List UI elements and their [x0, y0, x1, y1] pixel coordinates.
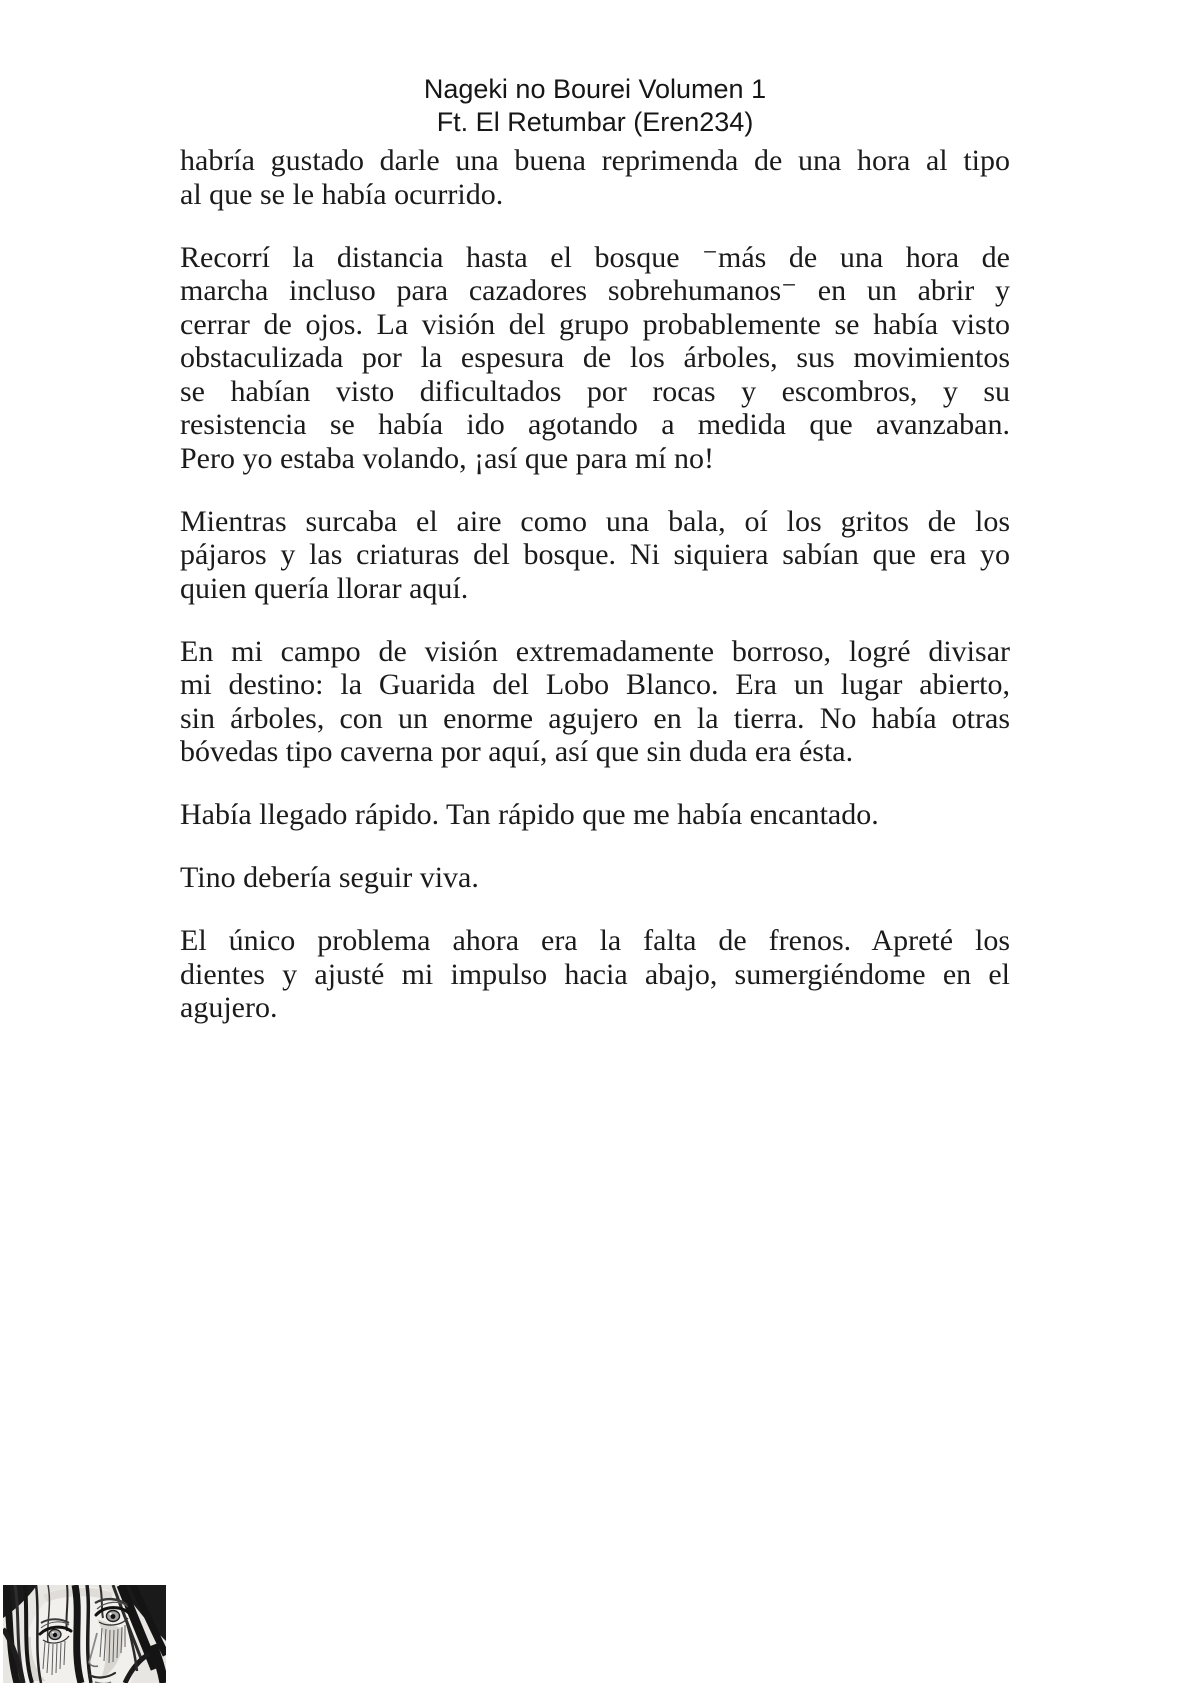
text-line: sin árboles, con un enorme agujero en la tierra. No había otras: [180, 701, 1010, 735]
text-line: Mientras surcaba el aire como una bala, oí los gritos de los: [180, 504, 1010, 538]
text-line: habría gustado darle una buena reprimenda de una hora al tipo: [180, 144, 1010, 177]
paragraph: [180, 798, 1010, 832]
doc-title-line1: Nageki no Bourei Volumen 1: [423, 74, 767, 104]
manga-face-image: [3, 1585, 166, 1683]
paragraph: [180, 861, 1010, 895]
text-line: resistencia se había ido agotando a medida que avanzaban.: [180, 408, 1010, 441]
text-line: Recorrí la distancia hasta el bosque ⁻más de una hora de: [180, 240, 1010, 274]
text-line: Tino debería seguir viva.: [180, 861, 479, 894]
text-line: marcha incluso para cazadores sobrehumanos⁻ en un abrir y: [180, 274, 1010, 307]
paragraph: [180, 635, 1010, 769]
text-line: El único problema ahora era la falta de frenos. Apreté los: [180, 924, 1010, 957]
paragraph: [180, 144, 1010, 211]
text-line: obstaculizada por la espesura de los árboles, sus movimientos: [180, 341, 1010, 374]
document-body: [180, 144, 1010, 1054]
paragraph: [180, 505, 1010, 606]
text-line: dientes y ajusté mi impulso hacia abajo, sumergiéndome en el: [180, 957, 1010, 991]
text-line: mi destino: la Guarida del Lobo Blanco. Era un lugar abierto,: [180, 668, 1010, 701]
text-line: pájaros y las criaturas del bosque. Ni siquiera sabían que era yo: [180, 538, 1010, 571]
doc-title-line2: Ft. El Retumbar (Eren234): [436, 107, 754, 137]
text-line: cerrar de ojos. La visión del grupo probablemente se había visto: [180, 307, 1010, 341]
text-line: quien quería llorar aquí.: [180, 571, 469, 605]
paragraph: [180, 241, 1010, 476]
text-line: bóvedas tipo caverna por aquí, así que sin duda era ésta.: [180, 735, 854, 768]
text-line: al que se le había ocurrido.: [180, 177, 504, 211]
document-header: [0, 73, 1190, 139]
paragraph: [180, 924, 1010, 1025]
text-line: Había llegado rápido. Tan rápido que me había encantado.: [180, 798, 879, 831]
text-line: Pero yo estaba volando, ¡así que para mí no!: [180, 441, 715, 475]
text-line: se habían visto dificultados por rocas y escombros, y su: [180, 374, 1010, 408]
text-line: agujero.: [180, 991, 278, 1024]
text-line: En mi campo de visión extremadamente borroso, logré divisar: [180, 634, 1010, 668]
